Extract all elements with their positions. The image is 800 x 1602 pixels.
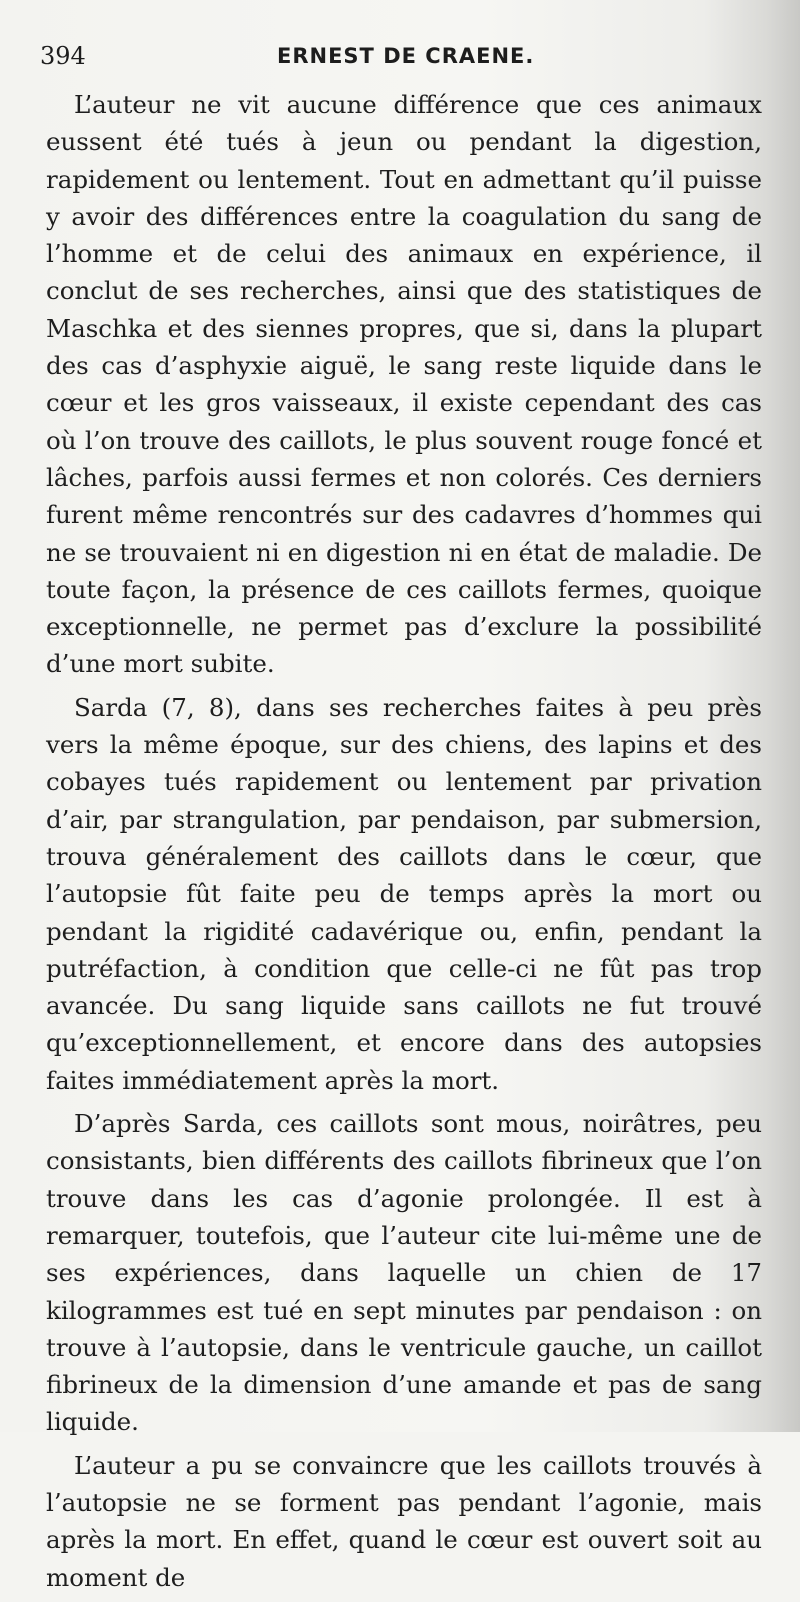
paragraph: D’après Sarda, ces caillots sont mous, noirâtres, peu consistants, bien différents des caillots fibrineux que l’on trouve dans les cas d’agonie prolongée. Il est à remarquer, toutefois, que l’auteur cite lui-même une de ses expériences, dans laquelle un chien de 17 kilogrammes est tué en sept minutes par pendaison : on trouve à l’autopsie, dans le ventricule gauche, un caillot fibrineux de la dimension d’une amande et pas de sang liquide. xyxy=(46,1109,762,1437)
page-number: 394 xyxy=(40,42,86,70)
paragraph: L’auteur a pu se convaincre que les caillots trouvés à l’autopsie ne se forment pas pendant l’agonie, mais après la mort. En effet, quand le cœur est ouvert soit au moment de xyxy=(46,1450,762,1592)
page-header xyxy=(40,42,760,82)
paragraph: Sarda (7, 8), dans ses recherches faites à peu près vers la même époque, sur des chiens, des lapins et des cobayes tués rapidement ou lentement par privation d’air, par strangulation, par pendaison, par submersion, trouva généralement des caillots dans le cœur, que l’autopsie fût faite peu de temps après la mort ou pendant la rigidité cadavérique ou, enfin, pendant la putréfaction, à condition que celle-ci ne fût pas trop avancée. Du sang liquide sans caillots ne fut trouvé qu’exceptionnellement, et encore dans des autopsies faites immédiatement après la mort. xyxy=(46,692,762,1095)
running-head: ERNEST DE CRAENE. xyxy=(277,44,535,68)
body-text xyxy=(46,86,762,1602)
paragraph: L’auteur ne vit aucune différence que ces animaux eussent été tués à jeun ou pendant la digestion, rapidement ou lentement. Tout en admettant qu’il puisse y avoir des différences entre la coagulation du sang de l’homme et de celui des animaux en expérience, il conclut de ses recherches, ainsi que des statistiques de Maschka et des siennes propres, que si, dans la plupart des cas d’asphyxie aiguë, le sang reste liquide dans le cœur et les gros vaisseaux, il existe cependant des cas où l’on trouve des caillots, le plus souvent rouge foncé et lâches, parfois aussi fermes et non colorés. Ces derniers furent même rencontrés sur des cadavres d’hommes qui ne se trouvaient ni en digestion ni en état de maladie. De toute façon, la présence de ces caillots fermes, quoique exceptionnelle, ne permet pas d’exclure la possibilité d’une mort subite. xyxy=(46,90,762,679)
